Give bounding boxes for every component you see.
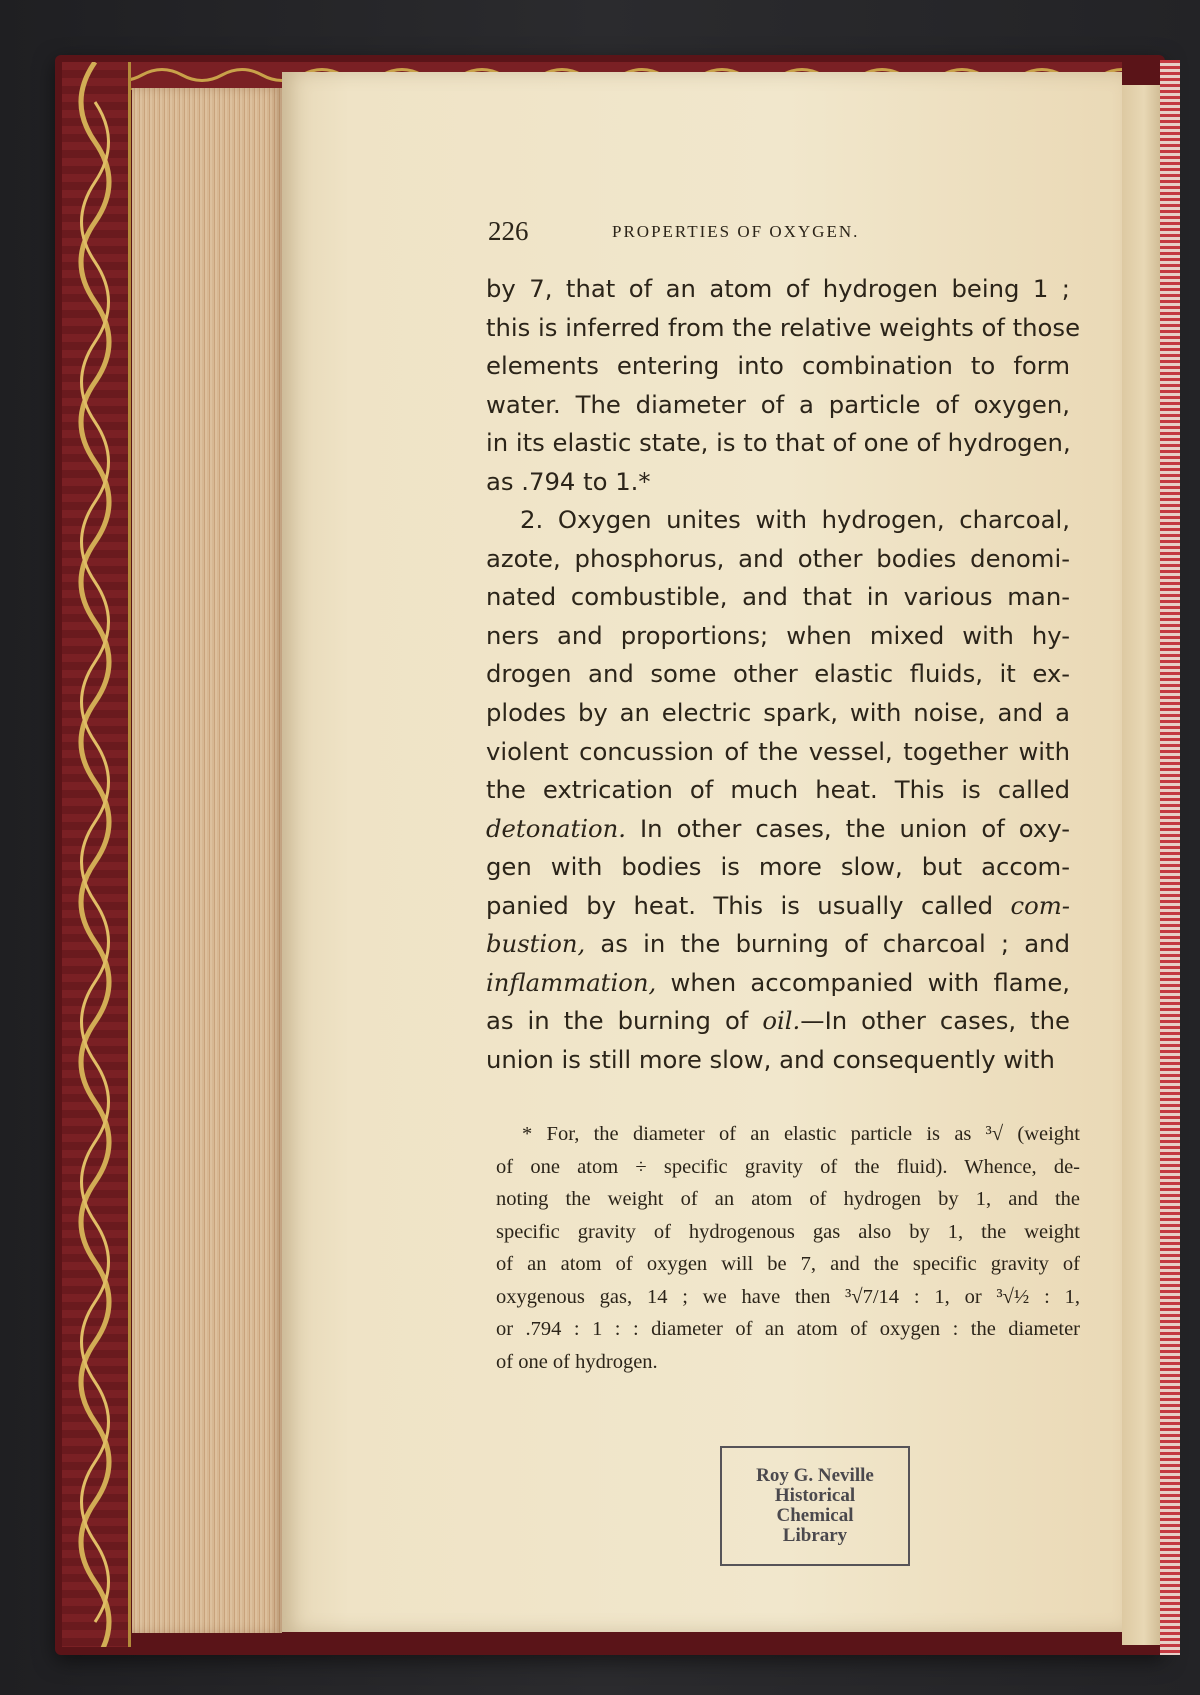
page-number: 226 [488,216,529,246]
body-fragment: panied by heat. This is usually called [486,890,1011,920]
body-line [486,964,1070,1003]
footnote-line: * For, the diameter of an elastic particle is as ³√ (weight [522,1123,1080,1145]
body-line: 2. Oxygen unites with hydrogen, charcoal, [520,505,1070,535]
footnote-line: or .794 : 1 : : diameter of an atom of oxygen : the diameter [496,1318,1080,1340]
body-text [486,270,1081,1079]
body-line [486,887,1070,926]
body-fragment: as in the burning of charcoal ; and [585,929,1070,959]
body-line: the extrication of much heat. This is called [486,775,1070,805]
body-line: this is inferred from the relative weights of those [486,312,1081,342]
footnote-line: specific gravity of hydrogenous gas also by 1, the weight [496,1220,1080,1243]
page-fore-edge [132,88,282,1633]
body-line: ners and proportions; when mixed with hy- [486,620,1070,650]
library-stamp [720,1446,910,1566]
footnote-line: of one of hydrogen. [496,1350,658,1373]
stamp-line: Historical [774,1485,856,1506]
running-head: PROPERTIES OF OXYGEN. [612,222,860,241]
italic-term: inflammation, [486,967,657,997]
body-line: drogen and some other elastic fluids, it ex- [486,659,1070,689]
body-line: by 7, that of an atom of hydrogen being 1 ; [486,274,1070,303]
body-line: nated combustible, and that in various man- [486,582,1070,612]
body-line: gen with bodies is more slow, but accom- [486,852,1070,882]
gilt-border-left [62,62,131,1647]
body-fragment: —In other cases, the [800,1006,1070,1036]
body-line: union is still more slow, and consequently with [486,1044,1055,1074]
body-line: elements entering into combination to form [486,351,1070,381]
right-cover-edge [1160,60,1180,1655]
body-fragment: when accompanied with flame, [656,967,1070,997]
stamp-line: Chemical [776,1505,854,1526]
page-header [488,216,1048,248]
footnote [496,1118,1080,1378]
stamp-line: Library [782,1525,848,1546]
body-line [486,1002,1070,1041]
body-fragment: In other cases, the union of oxy- [626,813,1070,843]
footnote-line: of one atom ÷ specific gravity of the fluid). Whence, de- [496,1155,1080,1178]
italic-term: bustion, [486,929,586,959]
body-line: plodes by an electric spark, with noise, and a [486,698,1070,728]
italic-term: com- [1010,890,1070,920]
body-fragment: as in the burning of [486,1006,763,1036]
stamp-line: Roy G. Neville [756,1465,874,1486]
italic-term: detonation. [486,813,626,843]
body-line: as .794 to 1.* [486,466,651,496]
body-line [486,810,1070,849]
body-line: in its elastic state, is to that of one of hydrogen, [486,428,1071,458]
body-line: water. The diameter of a particle of oxygen, [486,389,1070,419]
footnote-line: oxygenous gas, 14 ; we have then ³√7/14 : 1, or ³√½ : 1, [496,1285,1080,1308]
body-line [486,925,1070,964]
body-line: azote, phosphorus, and other bodies denomi- [486,543,1070,573]
body-line: violent concussion of the vessel, together with [486,736,1070,766]
italic-term: oil. [762,1006,801,1036]
footnote-line: of an atom of oxygen will be 7, and the specific gravity of [496,1253,1080,1275]
footnote-line: noting the weight of an atom of hydrogen by 1, and the [496,1188,1080,1210]
